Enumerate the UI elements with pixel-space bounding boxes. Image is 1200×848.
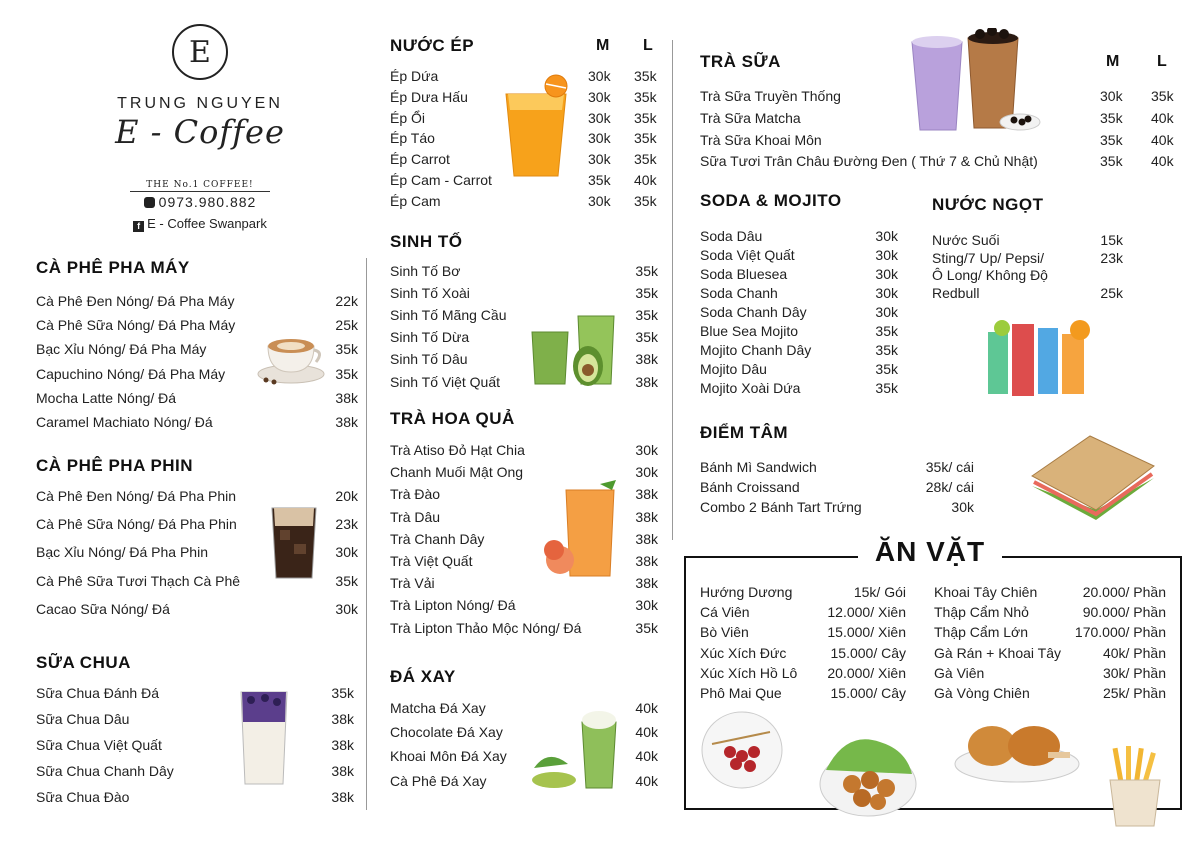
menu-item (390, 193, 660, 211)
heading-nuoc-ep: NƯỚC ÉP (390, 36, 475, 55)
menu-item (36, 293, 358, 311)
menu-item-name: Cà Phê Đen Nóng/ Đá Pha Phin (36, 488, 237, 504)
phone-icon (144, 197, 155, 208)
menu-item-price-m: 35k (1100, 109, 1123, 126)
menu-item-price: 30k (335, 600, 358, 617)
menu-item (36, 737, 354, 755)
menu-item-name: Trà Sữa Truyền Thống (700, 88, 841, 104)
cappuccino-cup-icon (256, 324, 326, 386)
menu-item-price-m: 30k (588, 130, 611, 147)
menu-item-name: Sinh Tố Mãng Cầu (390, 307, 507, 324)
menu-item-name: Thập Cẩm Lớn (934, 624, 1029, 641)
logo-letter: E (189, 34, 211, 70)
tra-sua-size-m: M (1106, 53, 1120, 70)
sandwich-icon (1024, 430, 1160, 524)
menu-item-name: Phô Mai Que (700, 685, 782, 701)
menu-item-price-l: 35k (634, 151, 657, 168)
menu-item (700, 665, 906, 683)
menu-item-price: 30k (335, 544, 358, 561)
menu-item-price: 28k/ cái (925, 479, 974, 496)
menu-item (932, 250, 1123, 268)
menu-item-name: Ép Dứa (390, 68, 439, 84)
meatball-plate-icon (700, 708, 784, 790)
menu-item-name: Trà Lipton Nóng/ Đá (390, 597, 516, 614)
menu-item-price: 30k (875, 285, 898, 301)
menu-item-price: 38k (635, 530, 658, 547)
orange-juice-icon (502, 72, 570, 182)
menu-item-price-m: 30k (588, 68, 611, 84)
menu-item-name: Soda Chanh (700, 285, 778, 301)
menu-item-price: 38k (635, 508, 658, 525)
menu-item (700, 499, 974, 517)
menu-item-name: Thập Cẩm Nhỏ (934, 604, 1029, 621)
menu-item (932, 232, 1123, 250)
menu-item-price-l: 35k (634, 88, 657, 105)
menu-item-price: 23k (335, 516, 358, 533)
brand-slogan: THE No.1 COFFEE! (130, 180, 270, 192)
menu-item-price: 38k (331, 789, 354, 805)
menu-item-name: Matcha Đá Xay (390, 700, 486, 716)
menu-item (700, 342, 898, 360)
menu-item (934, 604, 1166, 622)
menu-item-price: 15k/ Gói (853, 584, 906, 600)
menu-item-price-m: 30k (588, 192, 611, 209)
menu-item-price-l: 40k (1151, 131, 1174, 148)
heading-ca-phe-may: CÀ PHÊ PHA MÁY (36, 258, 190, 277)
menu-item-name: Trà Vải (390, 575, 435, 592)
menu-item-name: Ô Long/ Không Độ (932, 267, 1048, 283)
tra-sua-size-l: L (1157, 53, 1167, 70)
menu-item-name: Xúc Xích Hồ Lô (700, 664, 798, 681)
menu-item-price: 90.000/ Phần (1082, 604, 1166, 621)
avocado-smoothie-icon (528, 312, 620, 388)
menu-item-name: Cà Phê Sữa Nóng/ Đá Pha Máy (36, 317, 236, 334)
menu-item-price: 15.000/ Cây (830, 644, 906, 661)
menu-item (700, 153, 1176, 171)
menu-item (700, 361, 898, 379)
menu-item (700, 459, 974, 477)
menu-item-name: Soda Dâu (700, 228, 763, 244)
brand-line1: TRUNG NGUYEN (117, 95, 283, 112)
menu-item-name: Combo 2 Bánh Tart Trứng (700, 499, 862, 516)
menu-item-price: 30k (635, 597, 658, 614)
menu-item-price: 35k (635, 263, 658, 279)
menu-item-name: Trà Sữa Khoai Môn (700, 131, 822, 148)
menu-item (700, 304, 898, 322)
facebook-icon: f (133, 221, 144, 232)
menu-item-price-m: 35k (588, 172, 611, 188)
menu-item (390, 597, 658, 615)
menu-item (934, 584, 1166, 602)
menu-item (932, 285, 1123, 303)
column-divider-right (672, 40, 673, 540)
menu-item-price: 35k (875, 380, 898, 396)
menu-item-name: Cà Phê Sữa Nóng/ Đá Pha Phin (36, 516, 237, 533)
menu-item (700, 645, 906, 663)
menu-item-name: Sữa Tươi Trân Châu Đường Đen ( Thứ 7 & Chủ Nhật) (700, 153, 1038, 170)
menu-item (700, 685, 906, 703)
menu-item (36, 685, 354, 703)
menu-item-name: Sữa Chua Dâu (36, 711, 130, 727)
menu-item-name: Khoai Tây Chiên (934, 584, 1038, 600)
menu-item-name: Trà Chanh Dây (390, 530, 485, 547)
menu-item-name: Sữa Chua Chanh Dây (36, 763, 174, 779)
menu-item-price: 12.000/ Xiên (827, 604, 906, 621)
menu-item-price: 35k (635, 307, 658, 324)
menu-item-price: 40k/ Phần (1102, 644, 1166, 661)
menu-item-name: Ép Carrot (390, 151, 450, 168)
menu-item-price: 35k (875, 342, 898, 358)
menu-item-price: 35k (635, 619, 658, 636)
menu-item-price: 35k (335, 365, 358, 382)
menu-item (934, 624, 1166, 642)
menu-item-price: 35k (335, 341, 358, 358)
yogurt-berry-icon (237, 688, 291, 788)
menu-item-name: Mojito Chanh Dây (700, 342, 812, 358)
heading-ca-phe-phin: CÀ PHÊ PHA PHIN (36, 456, 194, 475)
soda-glasses-icon (982, 302, 1098, 406)
menu-item-price: 35k (875, 361, 898, 377)
menu-item-price-l: 40k (1151, 153, 1174, 170)
menu-item-price: 22k (335, 293, 358, 309)
matcha-frappe-icon (528, 708, 620, 792)
menu-item-price-l: 35k (1151, 88, 1174, 104)
menu-item (36, 390, 358, 408)
menu-item-name: Mojito Dâu (700, 361, 767, 377)
menu-item-price: 30k (875, 228, 898, 244)
heading-sinh-to: SINH TỐ (390, 232, 463, 251)
menu-item-price: 38k (335, 389, 358, 406)
menu-item-name: Gà Viên (934, 664, 985, 681)
menu-item-name: Chanh Muối Mật Ong (390, 464, 524, 481)
heading-nuoc-ngot: NƯỚC NGỌT (932, 195, 1044, 214)
menu-item-price: 35k/ cái (925, 459, 974, 475)
menu-item-name: Sinh Tố Dừa (390, 329, 470, 346)
french-fries-icon (1102, 746, 1168, 828)
menu-item-price: 35k (635, 285, 658, 302)
menu-item-name: Trà Việt Quất (390, 553, 473, 569)
menu-item-name: Bạc Xỉu Nóng/ Đá Pha Máy (36, 341, 207, 358)
heading-sua-chua: SỮA CHUA (36, 653, 131, 672)
menu-item-price-m: 30k (588, 88, 611, 105)
menu-item-price-l: 35k (634, 68, 657, 84)
menu-item-price-l: 40k (1151, 109, 1174, 126)
menu-item-price: 40k (635, 772, 658, 789)
menu-item (36, 414, 358, 432)
menu-item (700, 584, 906, 602)
menu-item-price: 30k (951, 499, 974, 516)
menu-item-name: Sữa Chua Đánh Đá (36, 685, 159, 701)
menu-item-name: Gà Rán + Khoai Tây (934, 644, 1061, 661)
menu-item-price: 35k (875, 323, 898, 339)
menu-item-name: Capuchino Nóng/ Đá Pha Máy (36, 365, 226, 382)
menu-item (36, 601, 358, 619)
menu-item-name: Ép Cam - Carrot (390, 172, 492, 188)
menu-item-price: 38k (331, 737, 354, 753)
menu-item (36, 763, 354, 781)
menu-item (390, 620, 658, 638)
nuoc-ep-size-m: M (596, 37, 610, 54)
menu-item-name: Mocha Latte Nóng/ Đá (36, 389, 177, 406)
menu-item-name: Ép Ổi (390, 109, 426, 126)
menu-item-price: 25k (1100, 284, 1123, 301)
milk-tea-icon (908, 28, 1044, 136)
menu-item-name: Soda Bluesea (700, 266, 788, 282)
menu-item-price-l: 35k (634, 130, 657, 147)
menu-item-name: Cá Viên (700, 604, 750, 621)
menu-item (700, 479, 974, 497)
menu-item-price-m: 30k (1100, 88, 1123, 104)
menu-item-price-m: 30k (588, 151, 611, 168)
menu-item-price-m: 30k (588, 109, 611, 126)
menu-item-name: Soda Chanh Dây (700, 304, 807, 320)
menu-item-name: Nước Suối (932, 232, 1000, 248)
menu-item (934, 645, 1166, 663)
menu-item-price: 38k (635, 373, 658, 390)
menu-item-name: Trà Lipton Thảo Mộc Nóng/ Đá (390, 619, 582, 636)
brand-logo (172, 24, 228, 80)
menu-item-price: 20.000/ Phần (1082, 584, 1166, 600)
menu-item-price: 35k (331, 685, 354, 701)
menu-item-price: 38k (331, 763, 354, 779)
heading-diem-tam: ĐIỂM TÂM (700, 423, 789, 442)
menu-item-name: Cà Phê Đá Xay (390, 772, 487, 789)
heading-an-vat: ĂN VẶT (874, 536, 986, 567)
menu-item (932, 267, 1123, 285)
fried-bites-icon (816, 730, 920, 822)
menu-item-name: Mojito Xoài Dứa (700, 380, 801, 396)
menu-item-price: 30k (875, 247, 898, 263)
brand-phone (130, 194, 270, 210)
menu-item-name: Sinh Tố Việt Quất (390, 373, 500, 390)
menu-item (700, 624, 906, 642)
menu-item (390, 442, 658, 460)
menu-item-price: 30k (875, 266, 898, 282)
menu-item-name: Cacao Sữa Nóng/ Đá (36, 600, 170, 617)
menu-item-name: Redbull (932, 284, 980, 301)
menu-item-price: 38k (635, 553, 658, 569)
menu-item-price: 20.000/ Xiên (827, 664, 906, 681)
menu-item-name: Sinh Tố Xoài (390, 285, 470, 302)
menu-item-price: 35k (335, 572, 358, 589)
menu-item-price: 35k (635, 329, 658, 346)
menu-item (36, 789, 354, 807)
menu-item-price-m: 35k (1100, 131, 1123, 148)
menu-item-name: Soda Việt Quất (700, 247, 795, 263)
menu-item-price: 15.000/ Xiên (827, 624, 906, 641)
menu-item-price: 30k/ Phần (1102, 664, 1166, 681)
menu-item-name: Sting/7 Up/ Pepsi/ (932, 249, 1045, 266)
menu-item-name: Sinh Tố Dâu (390, 351, 468, 368)
menu-item-price-m: 35k (1100, 153, 1123, 170)
menu-item-price: 25k (335, 317, 358, 334)
menu-item-price-l: 40k (634, 172, 657, 188)
menu-item (700, 285, 898, 303)
menu-item (700, 380, 898, 398)
brand-facebook (120, 216, 280, 232)
menu-item (700, 604, 906, 622)
menu-item-name: Bánh Croissand (700, 479, 800, 496)
menu-item-name: Sữa Chua Đào (36, 789, 130, 805)
menu-item-name: Cà Phê Sữa Tươi Thạch Cà Phê (36, 572, 241, 589)
menu-item-price: 170.000/ Phần (1074, 624, 1166, 641)
column-divider-left (366, 258, 367, 810)
menu-item (700, 228, 898, 246)
menu-item-price: 38k (635, 351, 658, 368)
heading-tra-sua: TRÀ SỮA (700, 52, 781, 71)
menu-item-name: Trà Đào (390, 486, 441, 503)
menu-item-price: 30k (635, 464, 658, 481)
menu-item-name: Khoai Môn Đá Xay (390, 748, 507, 765)
menu-item-name: Bánh Mì Sandwich (700, 459, 817, 475)
fried-chicken-icon (952, 712, 1082, 784)
menu-item-price-l: 35k (634, 109, 657, 126)
menu-item-name: Sinh Tố Bơ (390, 263, 461, 279)
menu-item-name: Cà Phê Đen Nóng/ Đá Pha Máy (36, 293, 235, 309)
menu-item (700, 266, 898, 284)
menu-item-name: Bò Viên (700, 624, 749, 641)
menu-item-name: Xúc Xích Đức (700, 644, 787, 661)
menu-item-price: 40k (635, 724, 658, 741)
menu-item-price: 15.000/ Cây (830, 685, 906, 701)
menu-item-price: 38k (635, 575, 658, 592)
menu-item-name: Ép Táo (390, 130, 435, 147)
nuoc-ep-size-l: L (643, 37, 653, 54)
menu-item-name: Trà Dâu (390, 508, 441, 525)
menu-item-name: Sữa Chua Việt Quất (36, 737, 162, 753)
phone-number: 0973.980.882 (158, 194, 257, 210)
menu-item-price: 20k (335, 488, 358, 504)
peach-tea-icon (540, 480, 620, 580)
menu-item-price: 38k (635, 486, 658, 503)
heading-tra-hoa-qua: TRÀ HOA QUẢ (390, 409, 515, 428)
menu-item (934, 685, 1166, 703)
brand-line2: E - Coffee (115, 113, 285, 151)
menu-item (36, 711, 354, 729)
menu-item-price: 30k (875, 304, 898, 320)
menu-item-price: 25k/ Phần (1102, 685, 1166, 701)
menu-item-name: Gà Vòng Chiên (934, 685, 1030, 701)
menu-item-price: 40k (635, 748, 658, 765)
menu-item-price: 15k (1100, 232, 1123, 248)
facebook-page: E - Coffee Swanpark (147, 216, 267, 231)
menu-item-price: 30k (635, 442, 658, 458)
menu-item-price-l: 35k (634, 192, 657, 209)
menu-item-name: Blue Sea Mojito (700, 323, 799, 339)
menu-item (700, 323, 898, 341)
menu-item (390, 263, 658, 281)
menu-item-price: 40k (635, 700, 658, 716)
iced-coffee-icon (268, 504, 320, 582)
menu-item-name: Chocolate Đá Xay (390, 724, 503, 741)
menu-item-name: Trà Sữa Matcha (700, 109, 801, 126)
menu-item-name: Bạc Xỉu Nóng/ Đá Pha Phin (36, 544, 208, 561)
menu-item (700, 247, 898, 265)
menu-item-name: Ép Cam (390, 192, 441, 209)
menu-item-name: Trà Atiso Đỏ Hạt Chia (390, 442, 525, 458)
menu-item-name: Hướng Dương (700, 584, 793, 600)
menu-item-name: Ép Dưa Hấu (390, 88, 468, 105)
menu-item-price: 23k (1100, 249, 1123, 266)
menu-item (390, 285, 658, 303)
menu-item-price: 38k (335, 414, 358, 430)
heading-soda: SODA & MOJITO (700, 191, 842, 210)
menu-item-name: Caramel Machiato Nóng/ Đá (36, 414, 213, 430)
menu-item (934, 665, 1166, 683)
heading-da-xay: ĐÁ XAY (390, 667, 456, 686)
menu-item-price: 38k (331, 711, 354, 727)
